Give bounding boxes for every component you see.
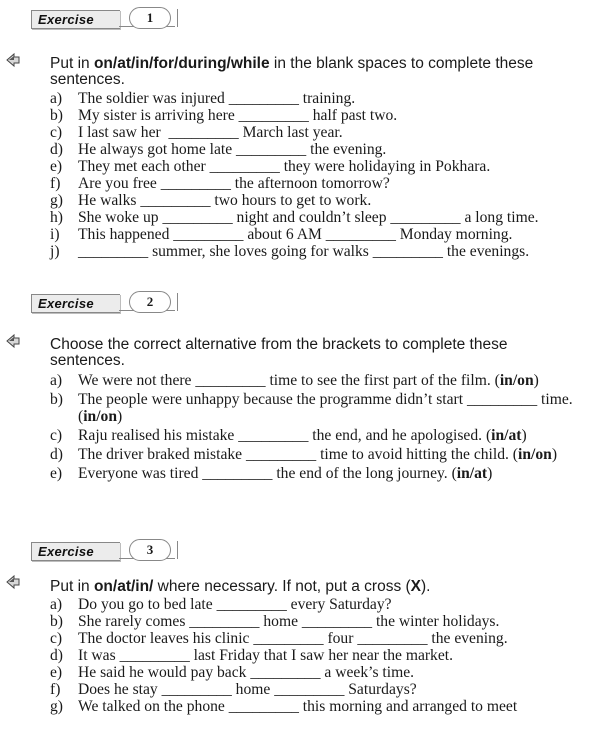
list-item <box>50 664 585 681</box>
item-text: The soldier was injured _________ training. <box>78 90 356 107</box>
list-item <box>50 596 585 613</box>
item-label: a) <box>50 90 63 107</box>
choice-options: in/at <box>456 465 488 482</box>
list-item <box>50 107 585 124</box>
exercise-1-items <box>50 90 585 260</box>
list-item <box>50 209 585 226</box>
list-item <box>50 391 585 425</box>
item-label: g) <box>50 698 63 715</box>
exercise-2-end-mark <box>173 293 178 311</box>
list-item <box>50 698 585 715</box>
item-label: e) <box>50 465 63 482</box>
exercise-3-instruction-rest: where necessary. If not, put a cross ( <box>153 578 411 595</box>
exercise-2-tab <box>31 294 120 313</box>
item-text: Does he stay _________ home _________ Saturdays? <box>78 681 417 698</box>
exercise-3-instruction-text: Put in <box>50 578 94 595</box>
exercise-3-instruction-emphasis: on/at/in/ <box>93 578 154 595</box>
exercise-3-instruction <box>50 579 580 595</box>
list-item <box>50 226 585 243</box>
item-text: It was _________ last Friday that I saw her near the market. <box>78 647 454 664</box>
exercise-3-label: Exercise <box>38 544 94 559</box>
exercise-2-items <box>50 372 585 482</box>
item-label: b) <box>50 107 63 124</box>
item-text: The driver braked mistake _________ time to avoid hitting the child. (in/on) <box>78 446 558 463</box>
exercise-3-end-mark <box>173 541 178 559</box>
item-label: a) <box>50 372 63 389</box>
exercise-2-label: Exercise <box>38 296 94 311</box>
item-label: b) <box>50 613 63 630</box>
item-label: b) <box>50 391 63 408</box>
item-label: h) <box>50 209 63 226</box>
choice-options: in/on <box>518 446 552 463</box>
item-label: f) <box>50 175 61 192</box>
list-item <box>50 243 585 260</box>
choice-options: in/at <box>491 427 522 444</box>
choice-options: in/on <box>83 408 118 425</box>
item-text: Do you go to bed late _________ every Saturday? <box>78 596 392 613</box>
exercise-3-items <box>50 596 585 715</box>
list-item <box>50 175 585 192</box>
list-item <box>50 681 585 698</box>
item-text: We talked on the phone _________ this morning and arranged to meet <box>78 698 518 715</box>
exercise-1-tab <box>31 10 120 29</box>
list-item <box>50 613 585 630</box>
item-text: Are you free _________ the afternoon tomorrow? <box>78 175 390 192</box>
exercise-3-header <box>31 539 177 561</box>
exercise-3-instruction-end: ). <box>421 578 431 595</box>
item-label: c) <box>50 124 63 141</box>
exercise-1-end-mark <box>173 9 178 27</box>
exercise-2-number: 2 <box>129 291 171 313</box>
item-text: He always got home late _________ the evening. <box>78 141 387 158</box>
exercise-1-number: 1 <box>129 7 171 29</box>
item-label: d) <box>50 141 63 158</box>
pointer-icon <box>5 333 21 349</box>
item-text: He said he would pay back _________ a week’s time. <box>78 664 415 681</box>
list-item <box>50 647 585 664</box>
item-text: _________ summer, she loves going for walks _________ the evenings. <box>78 243 530 260</box>
choice-options: in/on <box>499 372 534 389</box>
item-label: d) <box>50 647 63 664</box>
pointer-icon <box>5 52 21 68</box>
pointer-icon <box>5 574 21 590</box>
item-label: c) <box>50 630 63 647</box>
list-item <box>50 141 585 158</box>
list-item <box>50 372 585 389</box>
item-text: This happened _________ about 6 AM _________ Monday morning. <box>78 226 513 243</box>
exercise-3-instruction-cross: X <box>410 578 422 595</box>
item-label: f) <box>50 681 61 698</box>
exercise-1-instruction <box>50 56 580 88</box>
list-item <box>50 90 585 107</box>
exercise-3-number: 3 <box>129 539 171 561</box>
item-label: e) <box>50 664 63 681</box>
list-item <box>50 124 585 141</box>
item-label: j) <box>50 243 60 260</box>
exercise-1-instruction-text: Put in <box>50 55 94 72</box>
item-text: We were not there _________ time to see the first part of the film. (in/on) <box>78 372 539 389</box>
item-text: Everyone was tired _________ the end of the long journey. (in/at) <box>78 465 493 482</box>
exercise-2-instruction-text: Choose the correct alternative from the brackets to complete these sentences. <box>50 336 508 369</box>
item-text: They met each other _________ they were holidaying in Pokhara. <box>78 158 491 175</box>
list-item <box>50 158 585 175</box>
item-text: The doctor leaves his clinic _________ four _________ the evening. <box>78 630 508 647</box>
item-text: I last saw her _________ March last year. <box>78 124 343 141</box>
item-text: She woke up _________ night and couldn’t sleep _________ a long time. <box>78 209 539 226</box>
item-label: c) <box>50 427 63 444</box>
list-item <box>50 465 585 482</box>
item-label: i) <box>50 226 60 243</box>
item-label: g) <box>50 192 63 209</box>
item-label: e) <box>50 158 63 175</box>
item-label: a) <box>50 596 63 613</box>
item-text: He walks _________ two hours to get to work. <box>78 192 372 209</box>
item-text: Raju realised his mistake _________ the end, and he apologised. (in/at) <box>78 427 527 444</box>
exercise-3-tab <box>31 542 120 561</box>
list-item <box>50 630 585 647</box>
item-label: d) <box>50 446 63 463</box>
exercise-1-instruction-rest: in the blank spaces to complete these sentences. <box>50 55 534 88</box>
exercise-1-label: Exercise <box>38 12 94 27</box>
list-item <box>50 446 585 463</box>
item-text: My sister is arriving here _________ half past two. <box>78 107 398 124</box>
list-item <box>50 427 585 444</box>
item-text: The people were unhappy because the programme didn’t start _________ time. (in/on) <box>78 391 577 425</box>
exercise-2-header <box>31 291 177 313</box>
list-item <box>50 192 585 209</box>
exercise-2-instruction <box>50 337 580 369</box>
item-text: She rarely comes _________ home _________ the winter holidays. <box>78 613 500 630</box>
exercise-1-instruction-emphasis: on/at/in/for/during/while <box>93 55 270 72</box>
exercise-1-header <box>31 7 177 29</box>
